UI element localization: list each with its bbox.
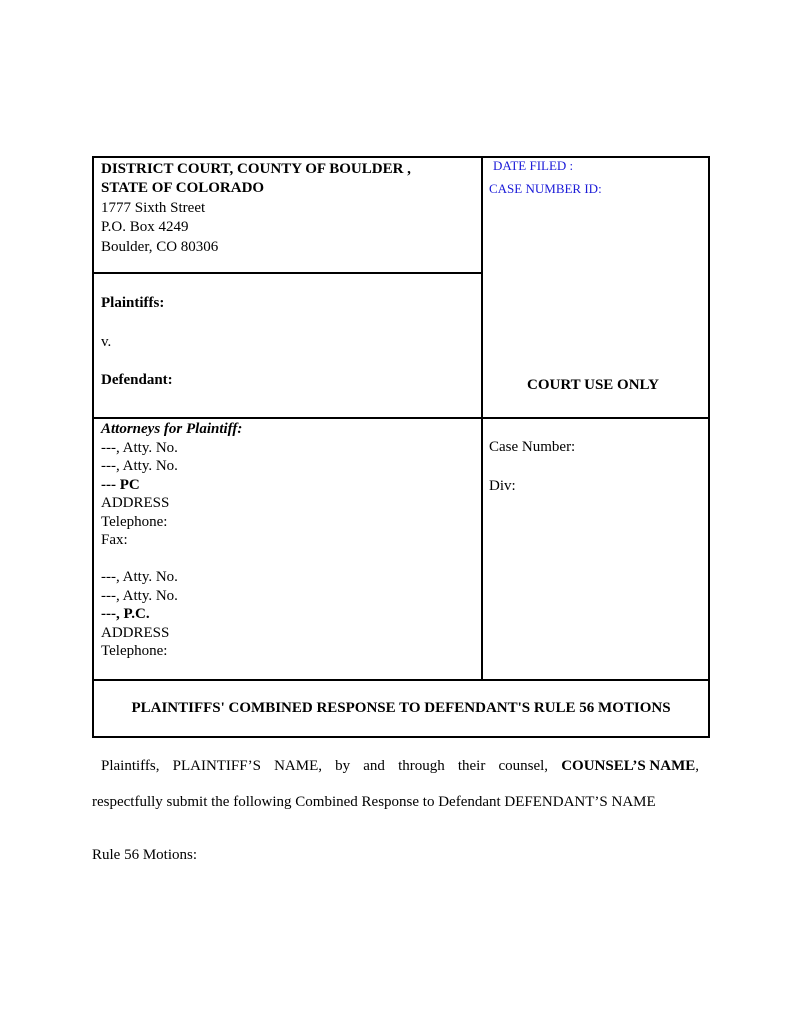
court-use-cell <box>483 158 708 419</box>
attorney-2: ---, Atty. No. <box>101 458 178 474</box>
body-paragraph-line1 <box>92 758 699 775</box>
document-title: PLAINTIFFS' COMBINED RESPONSE TO DEFENDANT'S RULE 56 MOTIONS <box>131 700 671 716</box>
division-label: Div: <box>489 478 516 494</box>
body-word: and <box>363 758 385 774</box>
court-address-line2: P.O. Box 4249 <box>101 219 189 236</box>
attorneys-heading: Attorneys for Plaintiff: <box>101 421 243 437</box>
counsel-name-group <box>561 758 699 775</box>
firm-2-telephone: Telephone: <box>101 643 168 659</box>
defendant-label: Defendant: <box>101 372 173 388</box>
court-use-only-label: COURT USE ONLY <box>527 377 660 393</box>
firm-1-address: ADDRESS <box>101 495 170 511</box>
attorney-3: ---, Atty. No. <box>101 569 178 585</box>
date-filed-label: DATE FILED : <box>493 158 574 173</box>
body-word: by <box>335 758 351 774</box>
court-name-line2: STATE OF COLORADO <box>101 180 265 197</box>
firm-1-fax: Fax: <box>101 532 128 548</box>
body-word: NAME, <box>274 758 323 774</box>
body-paragraph-line2: respectfully submit the following Combined Response to Defendant DEFENDANT’S NAME <box>92 794 656 810</box>
body-paragraph-line3: Rule 56 Motions: <box>92 847 198 863</box>
versus-label: v. <box>101 334 112 350</box>
court-address-line1: 1777 Sixth Street <box>101 199 206 216</box>
body-word: Plaintiffs, <box>101 758 160 774</box>
firm-2-address: ADDRESS <box>101 624 170 641</box>
firm-1-telephone: Telephone: <box>101 513 168 530</box>
case-caption-table <box>92 156 710 738</box>
document-title-cell <box>94 681 708 736</box>
body-word: PLAINTIFF’S <box>172 758 261 774</box>
spacer <box>101 550 474 569</box>
case-number-label: Case Number: <box>489 439 576 455</box>
law-firm-1: --- PC <box>101 476 140 493</box>
body-word: counsel, <box>498 758 549 774</box>
parties-cell <box>94 274 483 419</box>
court-info-cell <box>94 158 483 274</box>
attorneys-cell <box>94 419 483 681</box>
comma: , <box>695 758 699 774</box>
court-name-line1: DISTRICT COURT, COUNTY OF BOULDER , <box>101 161 411 177</box>
law-firm-2: ---, P.C. <box>101 606 150 622</box>
body-word: their <box>457 758 486 774</box>
attorney-4: ---, Atty. No. <box>101 587 178 604</box>
case-number-id-label: CASE NUMBER ID: <box>489 181 602 196</box>
attorney-1: ---, Atty. No. <box>101 439 178 456</box>
court-address-line3: Boulder, CO 80306 <box>101 238 219 255</box>
body-word: through <box>398 758 445 774</box>
counsel-name: COUNSEL’S NAME <box>561 758 696 774</box>
plaintiffs-label: Plaintiffs: <box>101 295 165 311</box>
case-number-cell <box>483 419 708 681</box>
